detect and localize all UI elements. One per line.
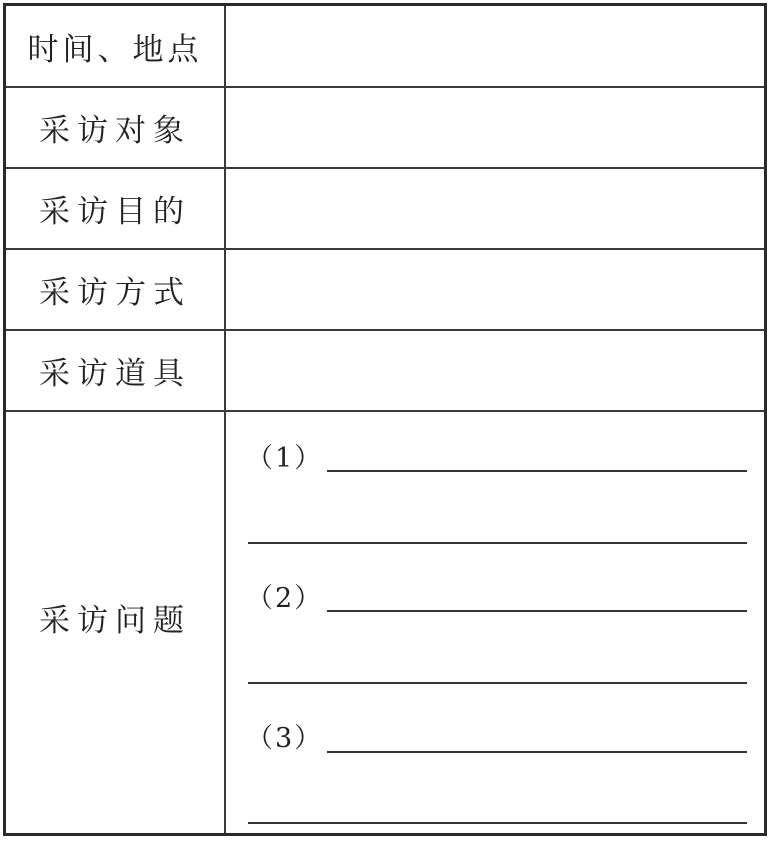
method-label: 采访方式 xyxy=(6,250,226,329)
row-method xyxy=(6,250,764,331)
props-label: 采访道具 xyxy=(6,331,226,410)
question-2-answer-line[interactable] xyxy=(327,610,747,612)
question-1-answer-line[interactable] xyxy=(327,470,747,472)
question-1-answer-line-2[interactable] xyxy=(248,542,747,544)
method-field[interactable] xyxy=(226,250,764,329)
question-2-number: （2） xyxy=(246,583,324,614)
purpose-label: 采访目的 xyxy=(6,169,226,248)
interviewee-field[interactable] xyxy=(226,88,764,167)
question-2-answer-line-2[interactable] xyxy=(248,682,747,684)
time-place-label: 时间、地点 xyxy=(6,6,226,86)
interviewee-label: 采访对象 xyxy=(6,88,226,167)
props-field[interactable] xyxy=(226,331,764,410)
questions-label: 采访问题 xyxy=(6,412,226,833)
questions-field xyxy=(226,412,764,833)
interview-form-table xyxy=(3,3,767,836)
question-3-number: （3） xyxy=(246,723,324,754)
purpose-field[interactable] xyxy=(226,169,764,248)
question-1-number: （1） xyxy=(246,443,324,474)
question-3-answer-line-2[interactable] xyxy=(248,822,747,824)
row-time-place xyxy=(6,6,764,88)
time-place-field[interactable] xyxy=(226,6,764,86)
question-3-answer-line[interactable] xyxy=(327,751,747,753)
row-purpose xyxy=(6,169,764,250)
row-props xyxy=(6,331,764,412)
row-interviewee xyxy=(6,88,764,169)
row-questions xyxy=(6,412,764,833)
